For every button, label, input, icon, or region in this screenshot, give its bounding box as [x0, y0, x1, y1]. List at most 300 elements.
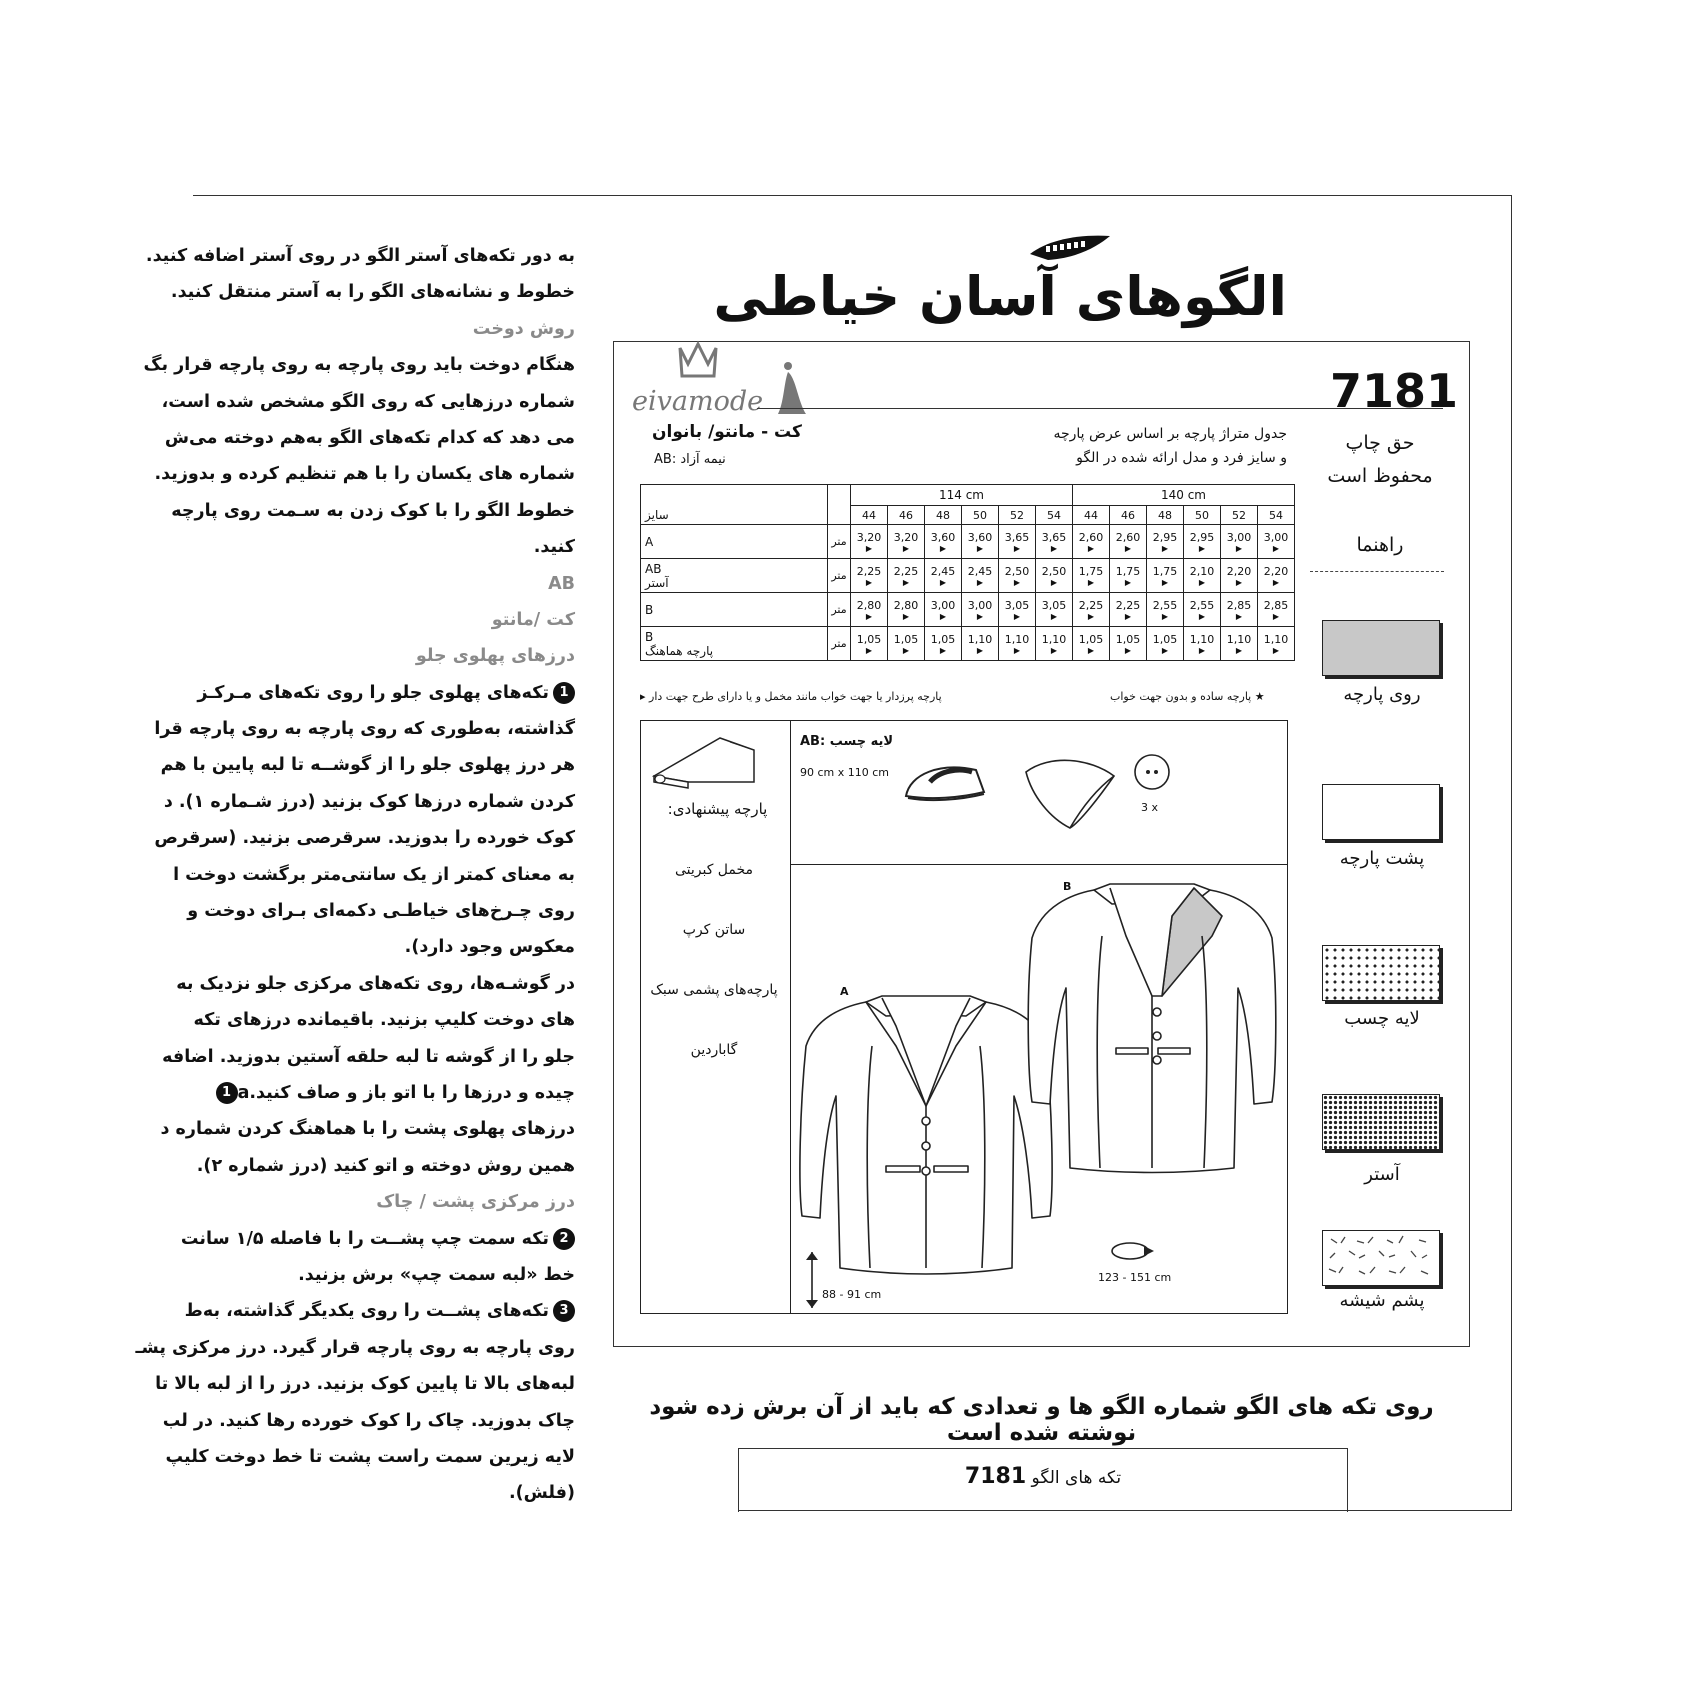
scissors-banner-icon: [1028, 232, 1112, 264]
napped-marker-icon: ▶: [1235, 543, 1243, 553]
row-label: A: [645, 534, 654, 549]
size-header-cell: 48: [1147, 506, 1184, 525]
napped-marker-icon: ▶: [1013, 611, 1021, 621]
panel-divider-horizontal: [790, 864, 1288, 865]
step-number-badge: 2: [553, 1228, 575, 1250]
unit-spacer: [828, 506, 851, 525]
yardage-value: 2,60: [1078, 530, 1104, 544]
yardage-value: 2,55: [1152, 598, 1178, 612]
instruction-line: [193, 602, 575, 638]
instruction-line: [154, 456, 575, 492]
instruction-line: [184, 1293, 575, 1329]
plain-fabric-note: ★ پارچه ساده و بدون جهت خواب: [1110, 690, 1265, 703]
yardage-cell: [925, 627, 962, 661]
napped-marker-icon: ▶: [1050, 577, 1058, 587]
napped-marker-icon: ▶: [1087, 645, 1095, 655]
napped-marker-icon: ▶: [1013, 645, 1021, 655]
jacket-view-b-illustration: [1022, 876, 1282, 1176]
instruction-line: [154, 820, 575, 856]
yardage-value: 1,75: [1078, 564, 1104, 578]
yardage-value: 3,20: [856, 530, 882, 544]
yardage-value: 2,25: [856, 564, 882, 578]
napped-marker-icon: ▶: [976, 611, 984, 621]
napped-marker-icon: ▶: [1272, 543, 1280, 553]
yardage-cell: [1221, 627, 1258, 661]
instruction-line: [193, 1184, 575, 1220]
instruction-line: [145, 238, 575, 274]
instruction-text: AB: [548, 573, 575, 594]
instruction-text: چاک بدوزید. چاک را کوک خورده رها کنید. در لب: [162, 1410, 575, 1431]
instruction-text: جلو را از گوشه تا لبه حلقه آستین بدوزید. اضافه: [162, 1046, 575, 1067]
yardage-value: 3,60: [930, 530, 956, 544]
iron-icon: [900, 752, 990, 808]
width-140-header: 140 cm: [1073, 485, 1295, 506]
yardage-value: 1,05: [1152, 632, 1178, 646]
legend-title: راهنما: [1356, 534, 1404, 556]
view-a-label: A: [840, 985, 849, 998]
yardage-cell: [1147, 525, 1184, 559]
yardage-cell: [1184, 525, 1221, 559]
page-frame-right: [1511, 195, 1512, 1511]
instruction-text: روش دوخت: [472, 318, 575, 339]
yardage-value: 2,95: [1152, 530, 1178, 544]
yardage-value: 1,10: [1189, 632, 1215, 646]
instruction-text: چیده و درزها را با اتو باز و صاف کنید.a: [237, 1082, 575, 1103]
napped-marker-icon: ▶: [865, 543, 873, 553]
yardage-cell: [1184, 627, 1221, 661]
instruction-text: به معنای کمتر از یک سانتی‌متر برگشت دوخت ا: [173, 864, 575, 885]
instruction-text: هر درز پهلوی جلو را از گوشــه تا لبه پایین با هم: [160, 755, 575, 776]
row-label-cell: [641, 559, 828, 593]
size-header-cell: 54: [1258, 506, 1295, 525]
instruction-text: کنید.: [533, 537, 575, 558]
copyright-line-1: حق چاپ: [1345, 432, 1415, 454]
pattern-pieces-number: 7181: [964, 1464, 1027, 1489]
fabric-item: ساتن کرپ: [682, 922, 746, 938]
size-header-cell: 44: [851, 506, 888, 525]
garment-type: کت - مانتو/ بانوان: [652, 422, 802, 442]
yardage-cell: [888, 593, 925, 627]
instruction-text: خطوط و نشانه‌های الگو را به آستر منتقل کنید.: [170, 282, 575, 303]
instruction-line: [160, 1111, 575, 1147]
yardage-cell: [1184, 593, 1221, 627]
instruction-text: خط «لبه سمت چپ» برش بزنید.: [298, 1264, 575, 1285]
napped-marker-icon: ▶: [1050, 645, 1058, 655]
yardage-cell: [925, 559, 962, 593]
yardage-cell: [1147, 593, 1184, 627]
legend-label-lining: آستر: [1364, 1164, 1400, 1185]
table-row: [641, 593, 1295, 627]
instruction-line: [193, 529, 575, 565]
suggested-fabrics-title: پارچه پیشنهادی:: [667, 800, 768, 818]
size-header-cell: 48: [925, 506, 962, 525]
yardage-value: 2,80: [856, 598, 882, 612]
napped-marker-icon: ▶: [1161, 577, 1169, 587]
napped-marker-icon: ▶: [1124, 611, 1132, 621]
yardage-value: 2,45: [930, 564, 956, 578]
yardage-value: 2,85: [1263, 598, 1289, 612]
yardage-value: 3,60: [967, 530, 993, 544]
pattern-pieces-label: [738, 1464, 1348, 1489]
size-label: سایز: [641, 506, 828, 525]
napped-marker-icon: ▶: [1272, 645, 1280, 655]
size-header-cell: 46: [888, 506, 925, 525]
instruction-text: در گوشـه‌ها، روی تکه‌های مرکزی جلو نزدیک به: [176, 973, 575, 994]
napped-marker-icon: ▶: [902, 611, 910, 621]
instruction-line: [155, 1366, 575, 1402]
instruction-text: لایه زیرین سمت راست پشت تا خط دوخت کلیپ: [165, 1446, 575, 1467]
swatch-fabric-back: [1322, 784, 1440, 840]
legend-label-back: پشت پارچه: [1339, 848, 1425, 869]
instruction-text: روی پارچه به روی پارچه قرار گیرد. درز مرکزی پشـ: [135, 1337, 575, 1358]
yardage-value: 2,10: [1189, 564, 1215, 578]
yardage-value: 3,00: [1263, 530, 1289, 544]
step-number-badge: 3: [553, 1300, 575, 1322]
instruction-text: تکه سمت چپ پشــت را با فاصله ۱/۵ سانت: [180, 1228, 549, 1249]
row-sublabel: آستر: [645, 575, 669, 590]
unit-cell: متر: [828, 627, 851, 661]
instruction-text: های دوخت کلیپ بزنید. باقیمانده درزهای تکه: [193, 1010, 575, 1031]
width-measure: 123 - 151 cm: [1098, 1271, 1172, 1284]
instruction-text: کوک خورده را بدوزید. سرقرصی بزنید. (سرقرص: [154, 828, 575, 849]
yardage-value: 2,20: [1226, 564, 1252, 578]
swatch-wool: [1322, 1230, 1440, 1286]
copyright-line-2: محفوظ است: [1327, 465, 1433, 487]
napped-marker-icon: ▶: [1198, 577, 1206, 587]
napped-marker-icon: ▶: [939, 543, 947, 553]
instruction-line: [176, 966, 575, 1002]
yardage-value: 2,50: [1041, 564, 1067, 578]
napped-marker-icon: ▶: [902, 543, 910, 553]
yardage-cell: [851, 559, 888, 593]
yardage-cell: [1258, 525, 1295, 559]
row-label-cell: [641, 627, 828, 661]
yardage-cell: [1184, 559, 1221, 593]
yardage-table: [640, 484, 1295, 661]
row-label: AB: [645, 561, 662, 576]
legend-label-face: روی پارچه: [1343, 684, 1421, 705]
instruction-text: کت /مانتو: [491, 609, 575, 630]
table-row: [641, 559, 1295, 593]
yardage-cell: [1221, 593, 1258, 627]
napped-marker-icon: ▶: [1087, 577, 1095, 587]
yardage-cell: [962, 559, 999, 593]
yardage-cell: [1073, 627, 1110, 661]
instruction-line: [171, 493, 575, 529]
yardage-value: 1,10: [1263, 632, 1289, 646]
length-measure: 88 - 91 cm: [822, 1288, 882, 1301]
instruction-line: [193, 1148, 575, 1184]
instruction-text: شماره درزهایی که روی الگو مشخص شده است،: [161, 391, 575, 412]
yardage-value: 1,10: [1004, 632, 1030, 646]
yardage-cell: [962, 593, 999, 627]
row-label-cell: [641, 525, 828, 559]
instruction-text: درزهای پهلوی پشت را با هماهنگ کردن شماره د: [160, 1119, 575, 1140]
legend-label-interfacing: لایه چسب: [1344, 1008, 1420, 1029]
interfacing-label: لایه چسب :AB: [800, 734, 894, 749]
instruction-text: همین روش دوخته و اتو کنید (درز شماره ۲).: [196, 1155, 575, 1176]
instruction-line: [193, 566, 575, 602]
yardage-cell: [1221, 559, 1258, 593]
yardage-cell: [925, 593, 962, 627]
napped-marker-icon: ▶: [1161, 543, 1169, 553]
napped-marker-icon: ▶: [902, 645, 910, 655]
buttons-count: 3 x: [1141, 801, 1159, 814]
instruction-line: [163, 784, 575, 820]
width-loop-icon: [1108, 1238, 1158, 1264]
yardage-value: 2,80: [893, 598, 919, 612]
instruction-line: [160, 747, 575, 783]
napped-marker-icon: ▶: [1198, 611, 1206, 621]
yardage-value: 1,05: [930, 632, 956, 646]
yardage-cell: [1110, 593, 1147, 627]
yardage-cell: [1036, 627, 1073, 661]
instruction-line: [162, 1039, 575, 1075]
napped-marker-icon: ▶: [1087, 611, 1095, 621]
yardage-value: 2,20: [1263, 564, 1289, 578]
yardage-value: 2,55: [1189, 598, 1215, 612]
instruction-text: درزهای پهلوی جلو: [415, 646, 575, 667]
instruction-line: [180, 1221, 575, 1257]
pattern-pieces-prefix: تکه های الگو: [1031, 1468, 1122, 1488]
unit-cell: متر: [828, 593, 851, 627]
instruction-line: [193, 1002, 575, 1038]
yardage-cell: [999, 559, 1036, 593]
napped-marker-icon: ▶: [939, 577, 947, 587]
yardage-value: 3,00: [967, 598, 993, 612]
instruction-line: [187, 893, 575, 929]
yardage-value: 2,25: [893, 564, 919, 578]
wool-texture-icon: [1323, 1231, 1439, 1285]
yardage-cell: [1073, 559, 1110, 593]
yardage-value: 2,25: [1078, 598, 1104, 612]
yardage-cell: [851, 525, 888, 559]
panel-divider-vertical: [790, 720, 791, 1314]
magazine-title: الگوهای آسان خیاطی: [713, 265, 1287, 328]
instruction-text: شماره های یکسان را با هم تنظیم کرده و بدوزید.: [154, 464, 575, 485]
yardage-cell: [888, 559, 925, 593]
napped-marker-icon: ▶: [1235, 611, 1243, 621]
brand-logo-text: eivamode: [632, 386, 764, 417]
instruction-line: [193, 1257, 575, 1293]
unit-header: [828, 485, 851, 506]
yardage-value: 2,50: [1004, 564, 1030, 578]
instruction-line: [193, 1475, 575, 1511]
napped-marker-icon: ▶: [1013, 543, 1021, 553]
napped-marker-icon: ▶: [939, 611, 947, 621]
yardage-value: 1,75: [1115, 564, 1141, 578]
instruction-text: درز مرکزی پشت / چاک: [376, 1192, 575, 1213]
yardage-value: 3,65: [1041, 530, 1067, 544]
yardage-cell: [1036, 593, 1073, 627]
card-header-divider: [757, 408, 1443, 409]
napped-marker-icon: ▶: [865, 611, 873, 621]
swatch-interfacing: [1322, 945, 1440, 1001]
yardage-cell: [1258, 593, 1295, 627]
instruction-line: [135, 1330, 575, 1366]
napped-marker-icon: ▶: [1235, 645, 1243, 655]
instruction-text: لبه‌های بالا تا پایین کوک بزنید. درز را از لبه بالا تا: [155, 1374, 575, 1395]
napped-marker-icon: ▶: [1198, 543, 1206, 553]
napped-marker-icon: ▶: [902, 577, 910, 587]
napped-marker-icon: ▶: [1013, 577, 1021, 587]
yardage-title: جدول متراژ پارچه بر اساس عرض پارچه: [1053, 426, 1287, 442]
yardage-value: 1,05: [1115, 632, 1141, 646]
size-header-cell: 54: [1036, 506, 1073, 525]
size-header-cell: 46: [1110, 506, 1147, 525]
napped-marker-icon: ▶: [1161, 611, 1169, 621]
napped-marker-icon: ▶: [1050, 611, 1058, 621]
instruction-line: [193, 638, 575, 674]
napped-marker-icon: ▶: [939, 645, 947, 655]
instruction-text: هنگام دوخت باید روی پارچه به روی پارچه قرار بگ: [143, 355, 575, 376]
table-row: [641, 525, 1295, 559]
instruction-line: [193, 675, 575, 711]
instruction-line: [165, 1439, 575, 1475]
instruction-text: روی چـرخ‌های خیاطـی دکمه‌ای بـرای دوخت و: [187, 901, 575, 922]
instruction-line: [170, 274, 575, 310]
yardage-cell: [1110, 525, 1147, 559]
yardage-cell: [851, 627, 888, 661]
instruction-text: به دور تکه‌های آستر الگو در روی آستر اضافه کنید.: [145, 246, 575, 266]
yardage-value: 2,95: [1189, 530, 1215, 544]
napped-marker-icon: ▶: [1235, 577, 1243, 587]
row-sublabel: پارچه هماهنگ: [645, 643, 714, 658]
yardage-cell: [999, 627, 1036, 661]
instruction-text: (فلش).: [509, 1483, 575, 1504]
napped-marker-icon: ▶: [1087, 543, 1095, 553]
yardage-cell: [1258, 559, 1295, 593]
instruction-text: کردن شماره درزها کوک بزنید (درز شـماره ۱). د: [163, 791, 575, 812]
fabric-item: پارچه‌های پشمی سبک: [650, 982, 778, 998]
sewing-instructions: [135, 238, 575, 1508]
row-label: B: [645, 602, 654, 617]
table-corner: [641, 485, 828, 506]
napped-marker-icon: ▶: [1272, 611, 1280, 621]
napped-fabric-note: پارچه پرزدار یا جهت خواب مانند مخمل و یا دارای طرح جهت دار ▸: [640, 690, 942, 703]
instruction-line: [143, 347, 575, 383]
fabric-bolt-icon: [650, 730, 760, 790]
table-row: [641, 627, 1295, 661]
yardage-value: 2,60: [1115, 530, 1141, 544]
yardage-cell: [962, 627, 999, 661]
shoulder-pad-icon: [1020, 752, 1120, 832]
napped-marker-icon: ▶: [865, 577, 873, 587]
instruction-line: [173, 857, 575, 893]
yardage-cell: [1258, 627, 1295, 661]
instruction-line: [154, 711, 575, 747]
pattern-number: 7181: [1330, 364, 1459, 418]
fabric-item: گاباردین: [690, 1042, 738, 1058]
width-114-header: 114 cm: [851, 485, 1073, 506]
yardage-value: 3,20: [893, 530, 919, 544]
yardage-cell: [1147, 559, 1184, 593]
napped-marker-icon: ▶: [976, 645, 984, 655]
interfacing-size: 90 cm x 110 cm: [800, 766, 890, 779]
napped-marker-icon: ▶: [1124, 577, 1132, 587]
yardage-value: 1,10: [1041, 632, 1067, 646]
instruction-text: تکه‌های پهلوی جلو را روی تکه‌های مـرکـز: [197, 682, 549, 703]
instruction-text: تکه‌های پشــت را روی یکدیگر گذاشته، به‌ط: [184, 1301, 549, 1322]
yardage-value: 3,05: [1041, 598, 1067, 612]
yardage-value: 3,00: [930, 598, 956, 612]
row-label: B: [645, 629, 654, 644]
yardage-value: 3,00: [1226, 530, 1252, 544]
napped-marker-icon: ▶: [1198, 645, 1206, 655]
legend-label-wool: پشم شیشه: [1339, 1290, 1425, 1311]
yardage-value: 1,75: [1152, 564, 1178, 578]
instruction-line: [161, 384, 575, 420]
yardage-subtitle: و سایز فرد و مدل ارائه شده در الگو: [1076, 450, 1287, 466]
instruction-line: [193, 311, 575, 347]
step-number-badge: 1: [553, 682, 575, 704]
view-b-label: B: [1063, 880, 1072, 893]
yardage-cell: [1147, 627, 1184, 661]
yardage-cell: [1073, 593, 1110, 627]
yardage-value: 1,05: [893, 632, 919, 646]
yardage-cell: [1036, 559, 1073, 593]
unit-cell: متر: [828, 559, 851, 593]
size-header-cell: 50: [962, 506, 999, 525]
yardage-cell: [999, 593, 1036, 627]
yardage-cell: [851, 593, 888, 627]
napped-marker-icon: ▶: [1124, 645, 1132, 655]
button-icon: [1132, 752, 1172, 792]
fabric-item: مخمل کبریتی: [674, 862, 754, 878]
swatch-fabric-face: [1322, 620, 1440, 676]
fit-type: نیمه آزاد :AB: [654, 452, 726, 467]
yardage-value: 1,05: [1078, 632, 1104, 646]
yardage-value: 3,65: [1004, 530, 1030, 544]
yardage-cell: [1110, 559, 1147, 593]
instruction-line: [193, 929, 575, 965]
yardage-cell: [888, 627, 925, 661]
instruction-line: [164, 420, 575, 456]
row-label-cell: [641, 593, 828, 627]
yardage-cell: [999, 525, 1036, 559]
yardage-cell: [1110, 627, 1147, 661]
swatch-lining: [1322, 1094, 1440, 1150]
napped-marker-icon: ▶: [1272, 577, 1280, 587]
instruction-text: می دهد که کدام تکه‌های الگو به‌هم دوخته می‌ش: [164, 427, 575, 448]
step-number-badge: 1: [216, 1082, 238, 1104]
instruction-text: معکوس وجود دارد).: [404, 937, 575, 958]
size-header-cell: 52: [1221, 506, 1258, 525]
yardage-cell: [962, 525, 999, 559]
instruction-text: خطوط الگو را با کوک زدن به سـمت روی پارچه: [171, 500, 575, 521]
yardage-value: 3,05: [1004, 598, 1030, 612]
yardage-value: 1,05: [856, 632, 882, 646]
page-frame-top: [193, 195, 1512, 196]
napped-marker-icon: ▶: [976, 577, 984, 587]
napped-marker-icon: ▶: [1050, 543, 1058, 553]
yardage-cell: [1073, 525, 1110, 559]
legend-divider: [1310, 571, 1444, 572]
jacket-view-a-illustration: [796, 986, 1056, 1276]
instruction-line: [193, 1075, 575, 1111]
yardage-value: 2,45: [967, 564, 993, 578]
instruction-text: گذاشته، به‌طوری که روی پارچه به روی پارچه قرا: [154, 719, 575, 740]
pattern-pieces-note: روی تکه های الگو شماره الگو ها و تعدادی که باید از آن برش زده شود نوشته شده است: [649, 1394, 1434, 1446]
yardage-value: 2,25: [1115, 598, 1141, 612]
size-header-cell: 50: [1184, 506, 1221, 525]
instruction-line: [162, 1403, 575, 1439]
yardage-cell: [1036, 525, 1073, 559]
yardage-cell: [1221, 525, 1258, 559]
napped-marker-icon: ▶: [1124, 543, 1132, 553]
napped-marker-icon: ▶: [1161, 645, 1169, 655]
yardage-value: 1,10: [1226, 632, 1252, 646]
